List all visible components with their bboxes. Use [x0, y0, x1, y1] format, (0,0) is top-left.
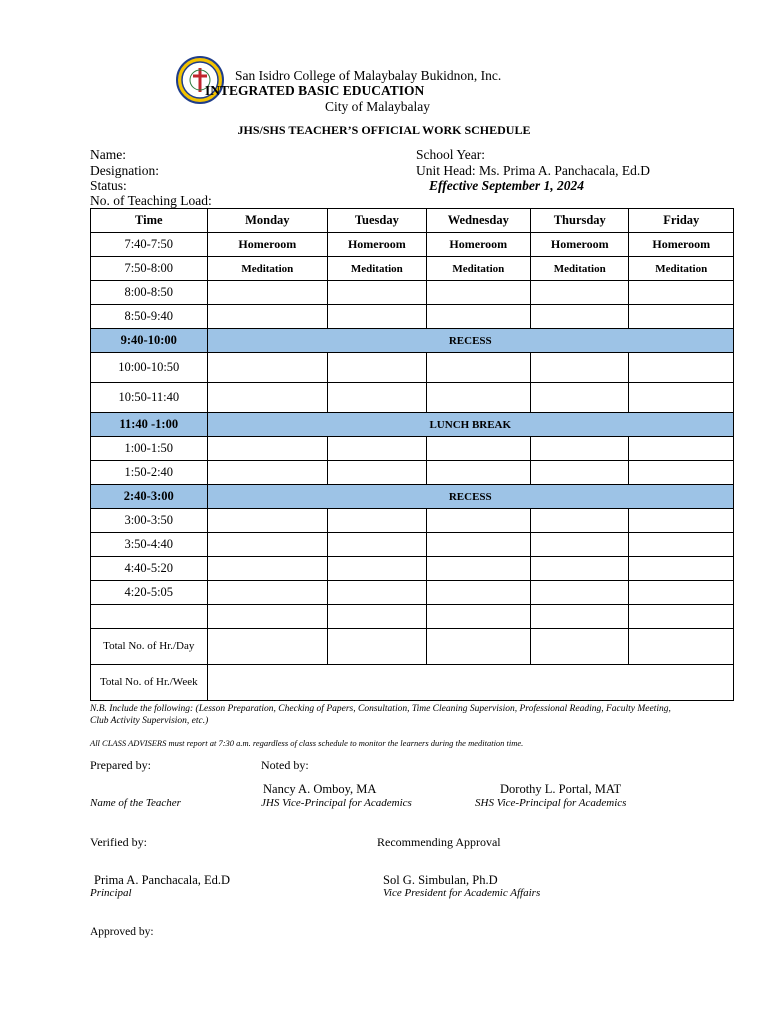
total-day-label: Total No. of Hr./Day: [91, 629, 208, 665]
status-field-label: Status:: [90, 178, 127, 193]
schedule-cell: [531, 383, 629, 413]
schedule-cell: [531, 509, 629, 533]
time-cell: 4:40-5:20: [91, 557, 208, 581]
table-row: [91, 233, 734, 257]
schedule-cell: [328, 509, 426, 533]
schedule-cell: [629, 581, 734, 605]
homeroom-cell: Homeroom: [426, 233, 530, 257]
schedule-cell: [207, 533, 328, 557]
table-row: [91, 509, 734, 533]
recess-row: [91, 485, 734, 509]
schedule-cell: [328, 533, 426, 557]
college-name: San Isidro College of Malaybalay Bukidnon, Inc.: [235, 68, 502, 83]
unit-head: Unit Head: Ms. Prima A. Panchacala, Ed.D: [416, 163, 650, 178]
jhs-vp-role: JHS Vice-Principal for Academics: [261, 797, 412, 809]
schedule-cell: [629, 509, 734, 533]
principal-role: Principal: [90, 887, 132, 899]
teaching-load-field-label: No. of Teaching Load:: [90, 193, 212, 208]
schedule-cell: [328, 281, 426, 305]
schedule-cell: [328, 461, 426, 485]
department-name: INTEGRATED BASIC EDUCATION: [205, 83, 425, 98]
time-cell: 1:50-2:40: [91, 461, 208, 485]
schedule-cell: [629, 605, 734, 629]
time-cell: 9:40-10:00: [91, 329, 208, 353]
verified-by-label: Verified by:: [90, 835, 147, 849]
time-cell: 8:00-8:50: [91, 281, 208, 305]
noted-by-label: Noted by:: [261, 758, 309, 772]
schedule-cell: [207, 305, 328, 329]
schedule-cell: [426, 437, 530, 461]
table-row: [91, 605, 734, 629]
schedule-cell: [629, 533, 734, 557]
prepared-by-label: Prepared by:: [90, 758, 151, 772]
city-name: City of Malaybalay: [325, 99, 430, 114]
schedule-cell: [629, 557, 734, 581]
schedule-cell: [629, 461, 734, 485]
table-row: [91, 257, 734, 281]
header-thursday: Thursday: [531, 209, 629, 233]
schedule-cell: [207, 353, 328, 383]
schedule-cell: [426, 605, 530, 629]
table-row: [91, 461, 734, 485]
schedule-cell: [207, 557, 328, 581]
schedule-cell: [328, 353, 426, 383]
table-row: [91, 533, 734, 557]
time-cell: 11:40 -1:00: [91, 413, 208, 437]
blank-time-cell: [91, 605, 208, 629]
schedule-cell: [629, 305, 734, 329]
recommending-label: Recommending Approval: [377, 835, 501, 849]
schedule-cell: [207, 383, 328, 413]
total-week-row: [91, 665, 734, 701]
lunch-row: [91, 413, 734, 437]
shs-vp-name: Dorothy L. Portal, MAT: [500, 782, 622, 796]
schedule-cell: [328, 437, 426, 461]
vp-academic-name: Sol G. Simbulan, Ph.D: [383, 873, 498, 887]
schedule-cell: [328, 629, 426, 665]
schedule-cell: [426, 353, 530, 383]
table-row: [91, 281, 734, 305]
homeroom-cell: Homeroom: [328, 233, 426, 257]
table-row: [91, 353, 734, 383]
recess-label: RECESS: [207, 485, 733, 509]
schedule-cell: [531, 557, 629, 581]
schedule-cell: [629, 437, 734, 461]
table-row: [91, 557, 734, 581]
time-cell: 3:00-3:50: [91, 509, 208, 533]
nb-note: N.B. Include the following: (Lesson Preparation, Checking of Papers, Consultation, Time Cleaning Supervision, Professional Reading, Faculty Meeting, Club Activity Supervision, etc.): [90, 704, 671, 726]
designation-field-label: Designation:: [90, 163, 159, 178]
time-cell: 3:50-4:40: [91, 533, 208, 557]
total-week-label: Total No. of Hr./Week: [91, 665, 208, 701]
table-row: [91, 305, 734, 329]
principal-name: Prima A. Panchacala, Ed.D: [94, 873, 231, 887]
time-cell: 1:00-1:50: [91, 437, 208, 461]
schedule-cell: [531, 437, 629, 461]
schedule-cell: [207, 605, 328, 629]
meditation-cell: Meditation: [328, 257, 426, 281]
lunch-label: LUNCH BREAK: [207, 413, 733, 437]
schedule-table: [90, 208, 734, 701]
table-row: [91, 437, 734, 461]
school-year-field-label: School Year:: [416, 147, 486, 162]
schedule-cell: [426, 629, 530, 665]
schedule-cell: [328, 383, 426, 413]
header-friday: Friday: [629, 209, 734, 233]
schedule-cell: [629, 281, 734, 305]
vp-academic-role: Vice President for Academic Affairs: [383, 887, 541, 899]
schedule-cell: [328, 305, 426, 329]
time-cell: 7:50-8:00: [91, 257, 208, 281]
meditation-cell: Meditation: [531, 257, 629, 281]
meditation-cell: Meditation: [426, 257, 530, 281]
schedule-cell: [531, 629, 629, 665]
schedule-cell: [426, 305, 530, 329]
schedule-cell: [629, 383, 734, 413]
table-row: [91, 383, 734, 413]
header-monday: Monday: [207, 209, 328, 233]
schedule-cell: [426, 533, 530, 557]
schedule-cell: [629, 629, 734, 665]
shs-vp-role: SHS Vice-Principal for Academics: [475, 797, 627, 809]
schedule-cell: [531, 461, 629, 485]
time-cell: 8:50-9:40: [91, 305, 208, 329]
time-cell: 10:00-10:50: [91, 353, 208, 383]
teacher-role: Name of the Teacher: [90, 797, 181, 809]
schedule-cell: [426, 509, 530, 533]
schedule-cell: [328, 581, 426, 605]
schedule-cell: [207, 509, 328, 533]
time-cell: 2:40-3:00: [91, 485, 208, 509]
schedule-cell: [328, 605, 426, 629]
header-time: Time: [91, 209, 208, 233]
schedule-cell: [531, 305, 629, 329]
header-row: [91, 209, 734, 233]
homeroom-cell: Homeroom: [531, 233, 629, 257]
schedule-cell: [426, 557, 530, 581]
effective-date: Effective September 1, 2024: [429, 178, 584, 193]
schedule-cell: [531, 353, 629, 383]
total-week-cell: [207, 665, 733, 701]
homeroom-cell: Homeroom: [629, 233, 734, 257]
schedule-cell: [426, 461, 530, 485]
time-cell: 4:20-5:05: [91, 581, 208, 605]
schedule-cell: [531, 533, 629, 557]
time-cell: 10:50-11:40: [91, 383, 208, 413]
name-field-label: Name:: [90, 147, 126, 162]
jhs-vp-name: Nancy A. Omboy, MA: [263, 782, 377, 796]
total-day-row: [91, 629, 734, 665]
schedule-cell: [426, 383, 530, 413]
schedule-cell: [207, 281, 328, 305]
meditation-cell: Meditation: [207, 257, 328, 281]
schedule-cell: [328, 557, 426, 581]
schedule-cell: [207, 437, 328, 461]
schedule-cell: [207, 629, 328, 665]
schedule-cell: [629, 353, 734, 383]
schedule-cell: [207, 581, 328, 605]
page-title: JHS/SHS TEACHER’S OFFICIAL WORK SCHEDULE: [237, 123, 531, 137]
approved-by-label: Approved by:: [90, 926, 154, 938]
schedule-cell: [531, 581, 629, 605]
schedule-cell: [426, 581, 530, 605]
homeroom-cell: Homeroom: [207, 233, 328, 257]
meditation-cell: Meditation: [629, 257, 734, 281]
time-cell: 7:40-7:50: [91, 233, 208, 257]
schedule-cell: [426, 281, 530, 305]
schedule-cell: [531, 605, 629, 629]
header-wednesday: Wednesday: [426, 209, 530, 233]
table-row: [91, 581, 734, 605]
advisers-note: All CLASS ADVISERS must report at 7:30 a.m. regardless of class schedule to monitor the learners during the meditation time.: [90, 738, 524, 748]
recess-row: [91, 329, 734, 353]
schedule-cell: [207, 461, 328, 485]
schedule-cell: [531, 281, 629, 305]
header-tuesday: Tuesday: [328, 209, 426, 233]
recess-label: RECESS: [207, 329, 733, 353]
